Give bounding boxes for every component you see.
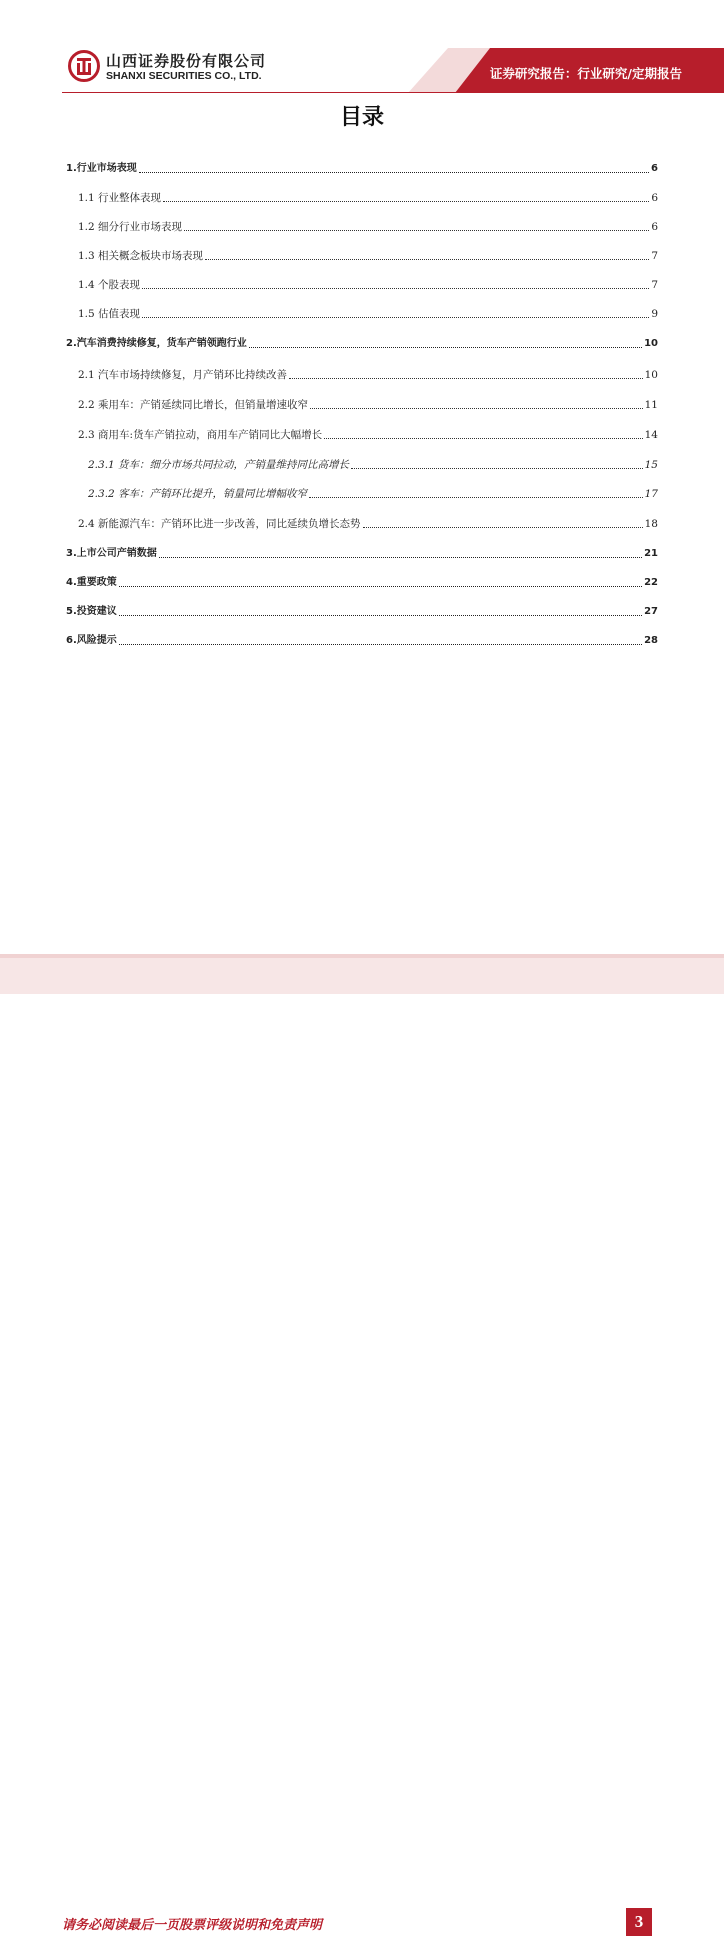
toc-entry[interactable] xyxy=(66,572,658,590)
report-type: 证券研究报告：行业研究/定期报告 xyxy=(489,66,682,81)
toc-entry-page: 15 xyxy=(644,459,658,471)
toc-entry-page: 10 xyxy=(644,338,658,349)
page-header xyxy=(0,0,724,96)
toc-entry-page: 7 xyxy=(651,250,658,262)
toc-entry-label: 2.2 乘用车：产销延续同比增长，但销量增速收窄 xyxy=(78,399,309,411)
toc-entry-label: 6.风险提示 xyxy=(66,635,117,646)
toc-entry[interactable] xyxy=(78,424,658,442)
toc-entry[interactable] xyxy=(78,303,658,321)
toc-entry-label: 4.重要政策 xyxy=(66,577,117,588)
toc-leader-dots xyxy=(205,259,649,260)
toc-leader-dots xyxy=(119,586,642,587)
page-number: 3 xyxy=(626,1908,652,1936)
toc-entry-label: 5.投资建议 xyxy=(66,606,117,617)
toc-entry-page: 11 xyxy=(644,399,658,411)
toc-leader-dots xyxy=(142,317,649,318)
footer-banner xyxy=(0,950,724,994)
toc-entry-label: 1.行业市场表现 xyxy=(66,163,137,174)
toc-entry-page: 18 xyxy=(644,518,658,530)
header-divider xyxy=(62,92,662,93)
toc-entry-label: 2.3 商用车:货车产销拉动，商用车产销同比大幅增长 xyxy=(78,429,323,441)
toc-leader-dots xyxy=(119,644,642,645)
toc-entry-page: 9 xyxy=(651,308,658,320)
toc-entry[interactable] xyxy=(66,333,658,351)
toc-entry[interactable] xyxy=(66,543,658,561)
company-name-en: SHANXI SECURITIES CO., LTD. xyxy=(106,70,262,82)
toc-entry[interactable] xyxy=(78,187,658,205)
company-name-cn: 山西证券股份有限公司 xyxy=(106,52,267,70)
toc-leader-dots xyxy=(184,230,649,231)
toc-entry-page: 17 xyxy=(644,488,658,500)
toc-entry[interactable] xyxy=(78,513,658,531)
toc-leader-dots xyxy=(119,615,642,616)
toc-entry[interactable] xyxy=(66,158,658,176)
toc-entry[interactable] xyxy=(88,454,658,472)
toc-entry-label: 1.5 估值表现 xyxy=(78,308,141,320)
disclaimer-note: 请务必阅读最后一页股票评级说明和免责声明 xyxy=(62,1918,323,1933)
toc-entry[interactable] xyxy=(66,630,658,648)
toc-entry-page: 14 xyxy=(644,429,658,441)
toc-leader-dots xyxy=(249,347,642,348)
page-footer xyxy=(0,950,724,1933)
toc-entry[interactable] xyxy=(66,601,658,619)
toc-entry-page: 21 xyxy=(644,548,658,559)
toc-entry-page: 22 xyxy=(644,577,658,588)
toc-leader-dots xyxy=(351,468,643,469)
toc-entry-page: 7 xyxy=(651,279,658,291)
toc-leader-dots xyxy=(363,527,643,528)
toc-entry-label: 1.1 行业整体表现 xyxy=(78,192,162,204)
toc-entry-label: 1.4 个股表现 xyxy=(78,279,141,291)
toc-entry-page: 10 xyxy=(644,369,658,381)
toc-entry-label: 2.1 汽车市场持续修复，月产销环比持续改善 xyxy=(78,369,288,381)
toc-entry-label: 2.4 新能源汽车：产销环比进一步改善，同比延续负增长态势 xyxy=(78,518,361,530)
toc-entry-label: 1.2 细分行业市场表现 xyxy=(78,221,183,233)
toc-entry-page: 6 xyxy=(651,163,658,174)
toc-leader-dots xyxy=(159,557,642,558)
toc-entry[interactable] xyxy=(88,483,658,501)
toc-entry-label: 2.3.2 客车：产销环比提升，销量同比增幅收窄 xyxy=(88,488,308,500)
toc-entry[interactable] xyxy=(78,364,658,382)
toc-entry-page: 27 xyxy=(644,606,658,617)
toc-leader-dots xyxy=(324,438,643,439)
toc-entry[interactable] xyxy=(78,394,658,412)
toc-leader-dots xyxy=(142,288,649,289)
toc-leader-dots xyxy=(309,497,643,498)
toc-entry-page: 6 xyxy=(651,192,658,204)
toc-entry-label: 2.3.1 货车：细分市场共同拉动，产销量维持同比高增长 xyxy=(88,459,350,471)
toc-entry[interactable] xyxy=(78,216,658,234)
toc-leader-dots xyxy=(310,408,643,409)
toc-entry-page: 6 xyxy=(651,221,658,233)
toc-entry[interactable] xyxy=(78,274,658,292)
toc-leader-dots xyxy=(289,378,643,379)
toc-entry-label: 3.上市公司产销数据 xyxy=(66,548,157,559)
toc-entry-label: 1.3 相关概念板块市场表现 xyxy=(78,250,204,262)
toc-entry[interactable] xyxy=(78,245,658,263)
toc-entry-label: 2.汽车消费持续修复，货车产销领跑行业 xyxy=(66,338,247,349)
toc-entry-page: 28 xyxy=(644,635,658,646)
toc-leader-dots xyxy=(139,172,649,173)
page-title: 目录 xyxy=(339,105,384,130)
toc-leader-dots xyxy=(163,201,649,202)
